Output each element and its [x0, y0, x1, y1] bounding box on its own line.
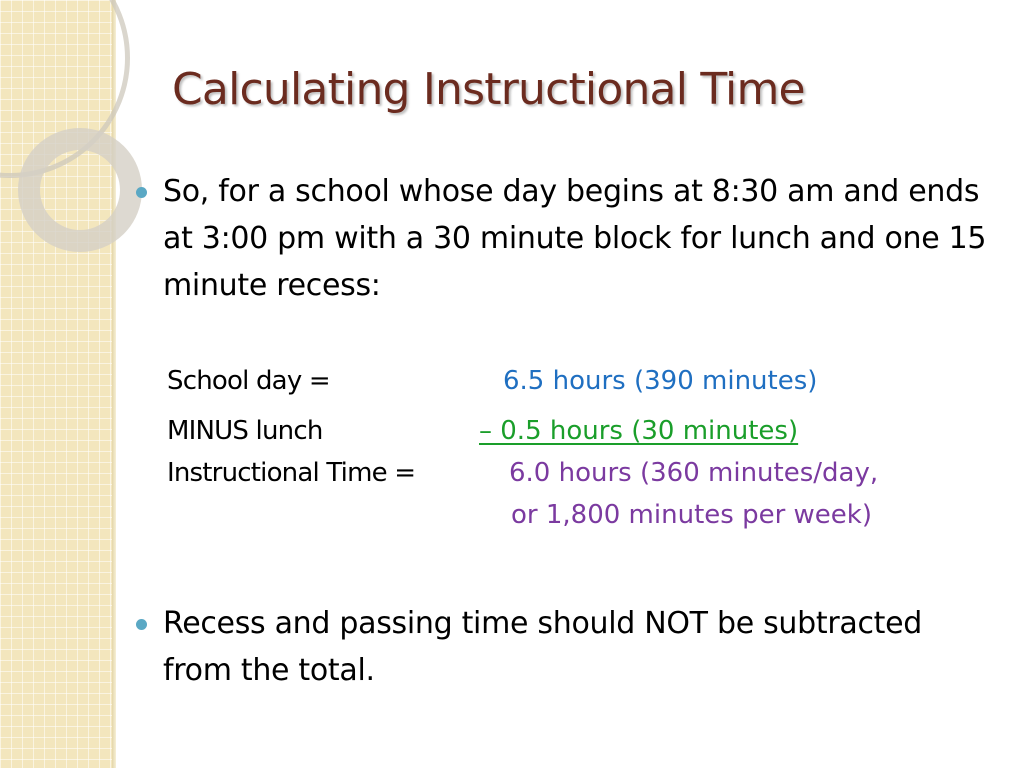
decorative-ring-small — [18, 128, 142, 252]
bullet-text: So, for a school whose day begins at 8:30 am and ends at 3:00 pm with a 30 minute block for lunch and one 15 minute recess: — [163, 174, 987, 303]
round-bullet-icon — [136, 619, 147, 630]
instructional-time-value-continued: or 1,800 minutes per week) — [511, 500, 872, 530]
bullet-item-recess — [136, 600, 996, 694]
instructional-time-label: Instructional Time = — [167, 458, 416, 488]
school-day-label: School day = — [167, 366, 330, 396]
instructional-time-value: 6.0 hours (360 minutes/day, — [509, 458, 879, 488]
lunch-value: – 0.5 hours (30 minutes) — [479, 416, 799, 446]
school-day-value: 6.5 hours (390 minutes) — [503, 366, 818, 396]
round-bullet-icon — [136, 187, 147, 198]
lunch-label: MINUS lunch — [167, 416, 323, 446]
slide-title: Calculating Instructional Time — [172, 64, 805, 115]
bullet-item-school-day — [136, 168, 996, 309]
bullet-text: Recess and passing time should NOT be subtracted from the total. — [163, 606, 923, 688]
